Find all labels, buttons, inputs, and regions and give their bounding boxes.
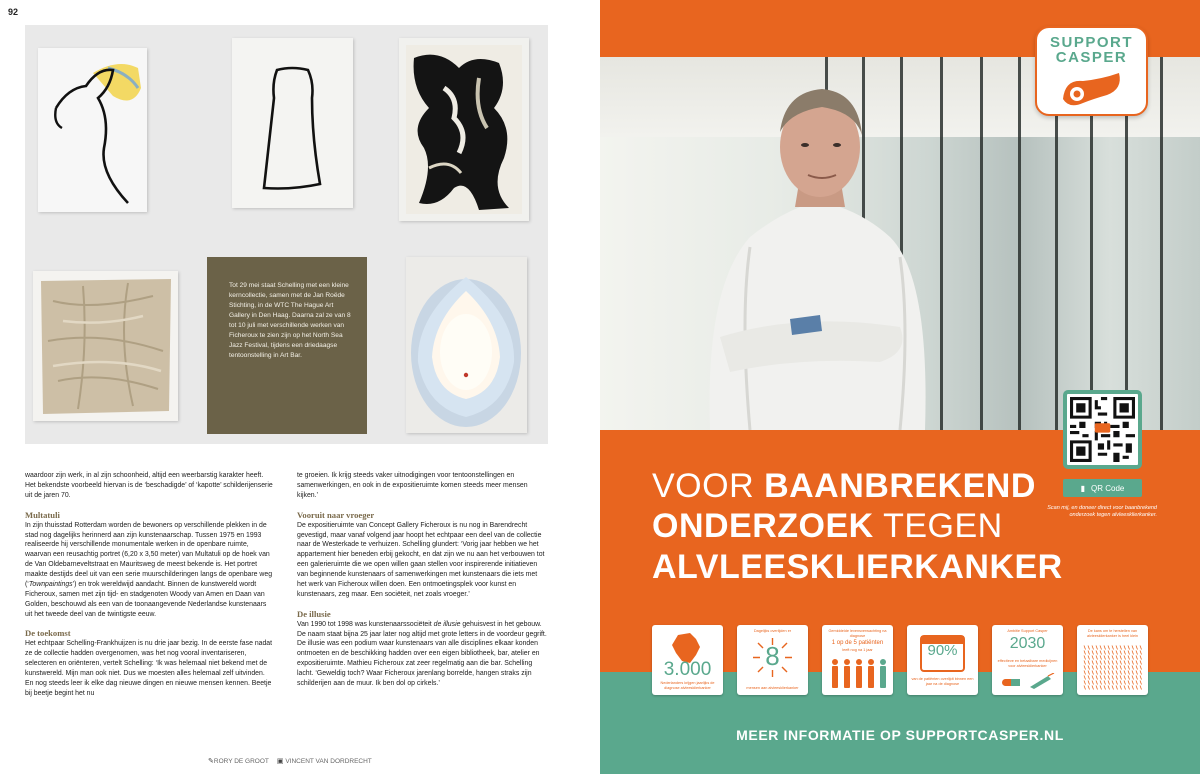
qr-code-block[interactable]: [1063, 390, 1142, 497]
writer-credit: RORY DE GROOT: [213, 758, 269, 765]
qr-code-image[interactable]: [1063, 390, 1142, 469]
paragraph: In zijn thuisstad Rotterdam worden de bewoners op verschillende plekken in de stad nog dagelijks herinnerd aan zijn kunstenaarschap. Tussen 1975 en 1993 realiseerde hij verschillende monumentale werken in de openbare ruimte, waarvan een reusachtig portret (6,20 x 3,50 meter) van Multatuli op de hoek van de Van Oldebarneveltstraat en Mauritsweg de meest bekende is. Het portret maakte destijds deel uit van een serie muurschilderingen langs de openbare weg (‘Townpaintings’) en trok wereldwijd aandacht. Binnen de kunstwereld wordt Ficheroux, samen met zijn tijd- en stadgenoten Woody van Amen en Daan van Golden, beschouwd als een van de toonaangevende Nederlandse kunstenaars uit het tweede deel van de twintigste eeuw.: [25, 521, 273, 618]
qr-code-button[interactable]: ▮ QR Code: [1063, 479, 1142, 497]
stat-card: Dagelijks overlijden er 8 mensen aan alvleesklierkanker: [737, 625, 808, 695]
artwork-line-drawing-yellow: [38, 48, 147, 212]
photographer-credit: VINCENT VAN DORDRECHT: [285, 758, 372, 765]
medicine-icon: [1000, 673, 1056, 691]
paragraph: De expositieruimte van Concept Gallery Ficheroux is nu nog in Barendrecht gevestigd, maar vanaf volgend jaar hoopt het echtpaar een deel van de collectie naar de Westerkade te verhuizen. Schelling glundert: ‘Vorig jaar hebben we het appartement hier beneden erbij gekocht, en dat zijn we nu aan het verbouwen tot een galerieruimte die we open willen gaan stellen voor inspirerende initiatieven van beginnende kunstenaars of samenwerkingen met kunstenaars die iets met het werk van Ficheroux willen doen. Een ontmoetingsplek voor kunst en kunstenaars, zeg maar. Een sociëteit, net zoals vroeger.’: [297, 521, 545, 598]
paragraph: Van 1990 tot 1998 was kunstenaarssociëteit de illusie gehuisvest in het gebouw. De naam staat bijna 25 jaar later nog altijd met grote letters in de voordeur gegrift. De illusie was een podium waar kunstenaars van alle disciplines elkaar konden ontmoeten en de beschikking hadden over een eigen bibliotheek, bar, atelier en expositieruimte. Mathieu Ficheroux zat zeer regelmatig aan die bar. Schelling lacht. ‘Geweldig toch? Waar Ficheroux jarenlang borrelde, hangen straks zijn schilderijen aan de muur. Ik ben dol op cirkels.’: [297, 620, 547, 687]
support-casper-ad: [600, 0, 1200, 774]
qr-note: Scan mij, en doneer direct voor baanbrekend onderzoek tegen alvleesklierkanker.: [1047, 505, 1157, 519]
people-icon: [828, 657, 888, 691]
artwork-abstract-black: [399, 38, 529, 221]
paragraph: waardoor zijn werk, in al zijn schoonheid, altijd een weerbarstig karakter heeft. Het bekendste voorbeeld hiervan is de ‘beschadigde’ of ‘kapotte’ schilderijenserie uit de jaren 70.: [25, 472, 273, 499]
stat-card: De kans om te herstellen van alvleesklierkanker is heel klein: [1077, 625, 1148, 695]
stat-card: Gemiddelde levensverwachting na diagnose 1 op de 5 patiënten leeft nog na 1 jaar: [822, 625, 893, 695]
ad-headline: VOOR BAANBREKEND ONDERZOEK TEGEN ALVLEESKLIERKANKER: [652, 467, 1063, 586]
stat-card: 3.000 Nederlanders krijgen jaarlijks de diagnose alvleesklierkanker: [652, 625, 723, 695]
page-number: 92: [8, 7, 19, 17]
tally-marks-icon: [1083, 645, 1143, 690]
article-column-1: [25, 471, 275, 699]
cta-link[interactable]: MEER INFORMATIE OP SUPPORTCASPER.NL: [736, 727, 1064, 743]
pancreas-icon: [1057, 69, 1127, 109]
article-column-2: [297, 471, 547, 689]
phone-icon: ▮: [1080, 483, 1086, 493]
camera-icon: ▣: [276, 758, 284, 765]
artwork-crumpled-canvas: [33, 271, 178, 421]
subheading-toekomst: De toekomst: [25, 628, 71, 639]
paragraph: te groeien. Ik krijg steeds vaker uitnodigingen voor tentoonstellingen en samenwerkingen, en ook in de expositieruimte komen steeds meer mensen kijken.’: [297, 472, 528, 499]
photo-credits: [208, 757, 372, 765]
artwork-glowing-oval: [406, 257, 527, 433]
artwork-outline-figure: [232, 38, 353, 208]
stat-cards: [652, 625, 1148, 695]
paragraph: Het echtpaar Schelling-Frankhuijzen is nu drie jaar bezig. In de eerste fase nadat ze de collectie hadden overgenomen, was het nog vooral inventariseren, selecteren en oriënteren, vertelt Schelling: ‘Ik was helemaal niet bekend met de kunstwereld. Mijn man ook niet. Dus we moesten alles helemaal zelf uitvinden. En nog steeds leer ik elke dag nieuwe dingen en nieuwe mensen kennen. Beetje bij beetje begint het nu: [25, 640, 273, 697]
exhibition-caption: Tot 29 mei staat Schelling met een kleine kerncollectie, samen met de Jan Roëde Stichting, in de WTC The Hague Art Gallery in Den Haag. Daarna zal ze van 8 tot 10 juli met verschillende werken van Ficheroux te zien zijn op het North Sea Jazz Festival, tijdens een driedaagse tentoonstelling in Art Bar.: [207, 257, 367, 434]
subheading-vooruit: Vooruit naar vroeger: [297, 509, 375, 520]
pencil-icon: ✎: [208, 758, 214, 765]
stat-card: Ambitie Support Casper 2030 effectieve en betaalbare medicijnen voor alvleesklierkanker: [992, 625, 1063, 695]
subheading-illusie: De illusie: [297, 608, 331, 619]
subheading-multatuli: Multatuli: [25, 509, 60, 520]
stat-card: 90% van de patiënten overlijdt binnen een jaar na de diagnose: [907, 625, 978, 695]
support-casper-logo: SUPPORT CASPER: [1035, 26, 1148, 116]
